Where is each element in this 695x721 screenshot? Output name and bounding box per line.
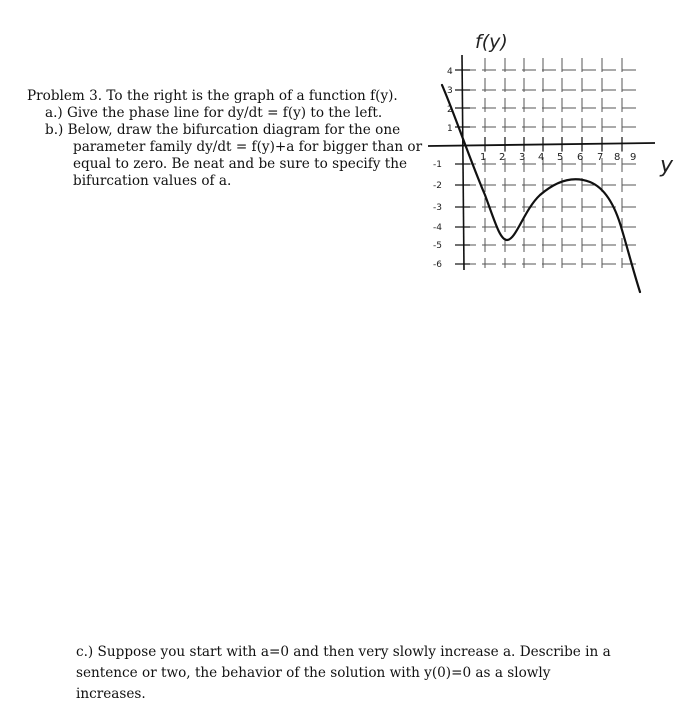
y-tick-label: 3: [447, 86, 453, 96]
x-axis-label: y: [660, 153, 674, 178]
y-tick-label: 1: [447, 124, 453, 134]
y-tick-label: -4: [433, 223, 442, 233]
problem-heading: Problem 3. To the right is the graph of a function f(y).: [27, 88, 398, 104]
part-c-line-3: increases.: [76, 686, 146, 702]
y-tick-label: -2: [433, 181, 442, 191]
x-tick-label: 5: [557, 152, 564, 163]
x-tick-label: 1: [480, 152, 487, 163]
part-b-line-3: equal to zero. Be neat and be sure to specify the: [73, 156, 408, 172]
part-c-line-2: sentence or two, the behavior of the solution with y(0)=0 as a slowly: [76, 665, 551, 681]
x-tick-label: 4: [538, 152, 545, 163]
part-b-line-1: b.) Below, draw the bifurcation diagram for the one: [45, 122, 401, 138]
vertical-axis: [462, 55, 464, 270]
y-tick-label: -1: [433, 160, 442, 170]
y-axis-label: f(y): [475, 31, 508, 53]
x-tick-label: 9: [630, 152, 637, 163]
part-c-line-1: c.) Suppose you start with a=0 and then very slowly increase a. Describe in a: [76, 644, 611, 660]
part-b-line-4: bifurcation values of a.: [73, 173, 232, 189]
y-tick-label: 2: [447, 105, 453, 115]
y-tick-label: -5: [433, 241, 442, 251]
x-tick-label: 8: [614, 152, 621, 163]
x-tick-label: 7: [597, 152, 604, 163]
y-tick-label: -3: [433, 203, 442, 213]
y-tick-labels-negative: [433, 160, 442, 270]
function-curve: [442, 85, 640, 292]
x-tick-label: 3: [519, 152, 526, 163]
x-tick-label: 6: [577, 152, 584, 163]
part-c-text: [76, 642, 636, 705]
part-a-text: a.) Give the phase line for dy/dt = f(y) to the left.: [45, 105, 383, 121]
y-tick-label: 4: [447, 67, 453, 77]
x-tick-labels: [480, 152, 636, 163]
x-tick-label: 2: [499, 152, 506, 163]
part-b-line-2: parameter family dy/dt = f(y)+a for bigger than or: [73, 139, 423, 155]
y-tick-label: -6: [433, 260, 442, 270]
grid-lines: [462, 58, 640, 268]
